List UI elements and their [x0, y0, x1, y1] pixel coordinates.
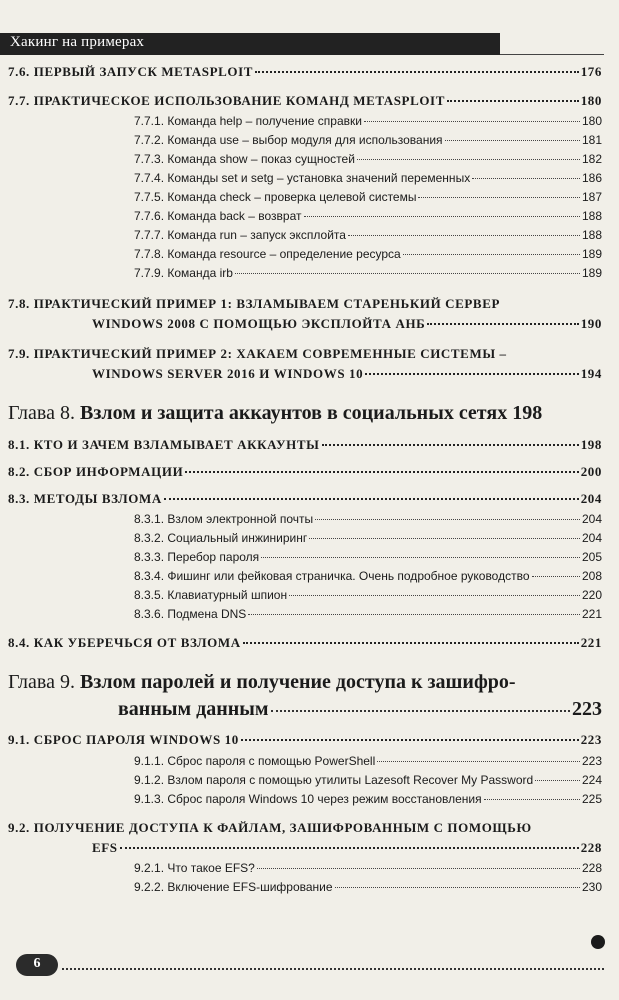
- toc-section-8-1: [8, 437, 602, 453]
- leader-dots: [248, 614, 580, 615]
- chapter-title: Взлом паролей и получение доступа к зашифро-: [79, 671, 516, 693]
- leader-dots: [271, 710, 571, 712]
- toc-subsection: [8, 266, 602, 280]
- leader-dots: [120, 847, 579, 849]
- page-number: 6: [33, 956, 41, 971]
- toc-entry-title: 7.7.4. Команды set и setg – установка значений переменных: [134, 171, 471, 185]
- toc-page-number: 198: [512, 402, 543, 424]
- toc-subsection: [8, 588, 602, 602]
- toc-entry-title: 8.4. КАК УБЕРЕЧЬСЯ ОТ ВЗЛОМА: [8, 635, 241, 650]
- toc-entry-title: 7.7.2. Команда use – выбор модуля для использования: [134, 133, 443, 147]
- toc-page-number: 224: [581, 773, 602, 787]
- leader-dots: [484, 799, 580, 800]
- leader-dots: [348, 235, 580, 236]
- toc-entry-title: 7.7.6. Команда back – возврат: [134, 209, 302, 223]
- toc-subsection: [8, 114, 602, 128]
- footer-dotted-rule: [62, 968, 604, 970]
- toc-page-number: 176: [580, 64, 602, 79]
- toc-subsection: [8, 190, 602, 204]
- leader-dots: [377, 761, 580, 762]
- toc-entry-title: 7.7.5. Команда check – проверка целевой системы: [134, 190, 417, 204]
- toc-entry-title: 8.2. СБОР ИНФОРМАЦИИ: [8, 464, 184, 479]
- leader-dots: [255, 71, 579, 73]
- toc-entry-title: 9.1.2. Взлом пароля с помощью утилиты Lazesoft Recover My Password: [134, 773, 534, 787]
- leader-dots: [241, 739, 579, 741]
- leader-dots: [315, 519, 580, 520]
- toc-page-number: 204: [581, 531, 602, 545]
- toc-section-9-2: [8, 820, 602, 856]
- toc-subsection: [8, 773, 602, 787]
- toc-page-number: 198: [580, 437, 602, 452]
- toc-page-number: 200: [580, 464, 602, 479]
- toc-entry-title: 7.7. ПРАКТИЧЕСКОЕ ИСПОЛЬЗОВАНИЕ КОМАНД METASPLOIT: [8, 93, 445, 108]
- toc-page-number: 180: [581, 114, 602, 128]
- toc-subsection: [8, 133, 602, 147]
- leader-dots: [447, 100, 579, 102]
- toc-section-8-2: [8, 464, 602, 480]
- toc-section-8-3: [8, 491, 602, 507]
- leader-dots: [257, 868, 580, 869]
- toc-entry-title: 9.2.1. Что такое EFS?: [134, 861, 255, 875]
- toc-section-7-6: [8, 64, 602, 80]
- toc-subsection: [8, 171, 602, 185]
- toc-entry-title: 8.3.3. Перебор пароля: [134, 550, 260, 564]
- toc-page-number: 221: [580, 635, 602, 650]
- table-of-contents: [8, 58, 602, 894]
- leader-dots: [164, 498, 579, 500]
- running-header-title: Хакинг на примерах: [10, 34, 145, 50]
- leader-dots: [445, 140, 580, 141]
- chapter-label: Глава 9.: [8, 671, 75, 693]
- leader-dots: [472, 178, 580, 179]
- toc-page-number: 230: [581, 880, 602, 894]
- toc-entry-title: 9.1. СБРОС ПАРОЛЯ WINDOWS 10: [8, 732, 239, 747]
- toc-page-number: 189: [581, 247, 602, 261]
- toc-entry-title: 7.7.9. Команда irb: [134, 266, 233, 280]
- toc-page-number: 182: [581, 152, 602, 166]
- toc-page-number: 187: [581, 190, 602, 204]
- leader-dots: [235, 273, 580, 274]
- header-rule: [500, 54, 604, 55]
- toc-page-number: 194: [580, 366, 602, 381]
- toc-entry-title: 7.7.3. Команда show – показ сущностей: [134, 152, 355, 166]
- toc-page-number: 223: [572, 698, 602, 720]
- toc-entry-title: 7.7.1. Команда help – получение справки: [134, 114, 362, 128]
- toc-subsection: [8, 569, 602, 583]
- toc-page-number: 223: [581, 754, 602, 768]
- toc-entry-title: 7.8. ПРАКТИЧЕСКИЙ ПРИМЕР 1: ВЗЛАМЫВАЕМ СТАРЕНЬКИЙ СЕРВЕР: [8, 296, 501, 311]
- toc-subsection: [8, 247, 602, 261]
- toc-page-number: 188: [581, 209, 602, 223]
- toc-subsection: [8, 754, 602, 768]
- toc-section-7-8: [8, 296, 602, 332]
- toc-entry-title: 8.3.6. Подмена DNS: [134, 607, 247, 621]
- leader-dots: [532, 576, 580, 577]
- toc-subsection: [8, 228, 602, 242]
- toc-subsection: [8, 861, 602, 875]
- toc-entry-title: 9.2.2. Включение EFS-шифрование: [134, 880, 333, 894]
- toc-page-number: 228: [580, 840, 602, 855]
- toc-page-number: 188: [581, 228, 602, 242]
- footer-ornament: [591, 935, 605, 949]
- toc-entry-title: 7.9. ПРАКТИЧЕСКИЙ ПРИМЕР 2: ХАКАЕМ СОВРЕМЕННЫЕ СИСТЕМЫ –: [8, 346, 507, 361]
- chapter-title-cont: ванным данным: [118, 698, 269, 720]
- toc-subsection: [8, 607, 602, 621]
- toc-subsection: [8, 531, 602, 545]
- toc-page-number: 225: [581, 792, 602, 806]
- leader-dots: [364, 121, 580, 122]
- toc-entry-title: 9.1.3. Сброс пароля Windows 10 через режим восстановления: [134, 792, 482, 806]
- toc-entry-title: 8.3.4. Фишинг или фейковая страничка. Очень подробное руководство: [134, 569, 530, 583]
- toc-page-number: 204: [580, 491, 602, 506]
- toc-entry-title: 9.1.1. Сброс пароля с помощью PowerShell: [134, 754, 376, 768]
- leader-dots: [261, 557, 580, 558]
- chapter-label: Глава 8.: [8, 402, 75, 424]
- toc-page-number: 180: [580, 93, 602, 108]
- toc-entry-title: 9.2. ПОЛУЧЕНИЕ ДОСТУПА К ФАЙЛАМ, ЗАШИФРОВАННЫМ С ПОМОЩЬЮ: [8, 820, 532, 835]
- toc-entry-title: 7.6. ПЕРВЫЙ ЗАПУСК METASPLOIT: [8, 64, 254, 79]
- toc-page-number: 205: [581, 550, 602, 564]
- toc-page-number: 208: [581, 569, 602, 583]
- leader-dots: [304, 216, 580, 217]
- chapter-title: Взлом и защита аккаунтов в социальных сетях: [79, 402, 508, 424]
- toc-entry-title: 8.3.5. Клавиатурный шпион: [134, 588, 288, 602]
- toc-chapter-9: [8, 671, 602, 721]
- leader-dots: [535, 780, 580, 781]
- toc-subsection: [8, 880, 602, 894]
- toc-entry-title: 8.3.2. Социальный инжиниринг: [134, 531, 308, 545]
- toc-section-9-1: [8, 732, 602, 748]
- toc-entry-title-cont: WINDOWS SERVER 2016 И WINDOWS 10: [92, 366, 364, 381]
- toc-entry-title-cont: WINDOWS 2008 С ПОМОЩЬЮ ЭКСПЛОЙТА АНБ: [92, 316, 426, 331]
- toc-chapter-8: [8, 402, 602, 425]
- toc-entry-title: 7.7.7. Команда run – запуск эксплойта: [134, 228, 346, 242]
- toc-entry-title: 8.3.1. Взлом электронной почты: [134, 512, 314, 526]
- toc-entry-title: 8.3. МЕТОДЫ ВЗЛОМА: [8, 491, 162, 506]
- leader-dots: [365, 373, 578, 375]
- leader-dots: [309, 538, 580, 539]
- toc-subsection: [8, 512, 602, 526]
- leader-dots: [403, 254, 580, 255]
- toc-subsection: [8, 152, 602, 166]
- toc-entry-title: 8.1. КТО И ЗАЧЕМ ВЗЛАМЫВАЕТ АККАУНТЫ: [8, 437, 320, 452]
- toc-page-number: 228: [581, 861, 602, 875]
- leader-dots: [289, 595, 580, 596]
- toc-page-number: 204: [581, 512, 602, 526]
- leader-dots: [427, 323, 578, 325]
- leader-dots: [243, 642, 579, 644]
- leader-dots: [185, 471, 578, 473]
- toc-page-number: 189: [581, 266, 602, 280]
- leader-dots: [322, 444, 579, 446]
- toc-page-number: 190: [580, 316, 602, 331]
- toc-entry-title: 7.7.8. Команда resource – определение ресурса: [134, 247, 401, 261]
- toc-page-number: 221: [581, 607, 602, 621]
- toc-subsection: [8, 550, 602, 564]
- toc-entry-title-cont: EFS: [92, 840, 118, 855]
- leader-dots: [357, 159, 580, 160]
- toc-page-number: 223: [580, 732, 602, 747]
- toc-section-8-4: [8, 635, 602, 651]
- toc-page-number: 186: [581, 171, 602, 185]
- toc-page-number: 220: [581, 588, 602, 602]
- leader-dots: [418, 197, 579, 198]
- toc-page-number: 181: [581, 133, 602, 147]
- toc-subsection: [8, 209, 602, 223]
- toc-section-7-9: [8, 346, 602, 382]
- leader-dots: [335, 887, 580, 888]
- toc-subsection: [8, 792, 602, 806]
- toc-section-7-7: [8, 93, 602, 109]
